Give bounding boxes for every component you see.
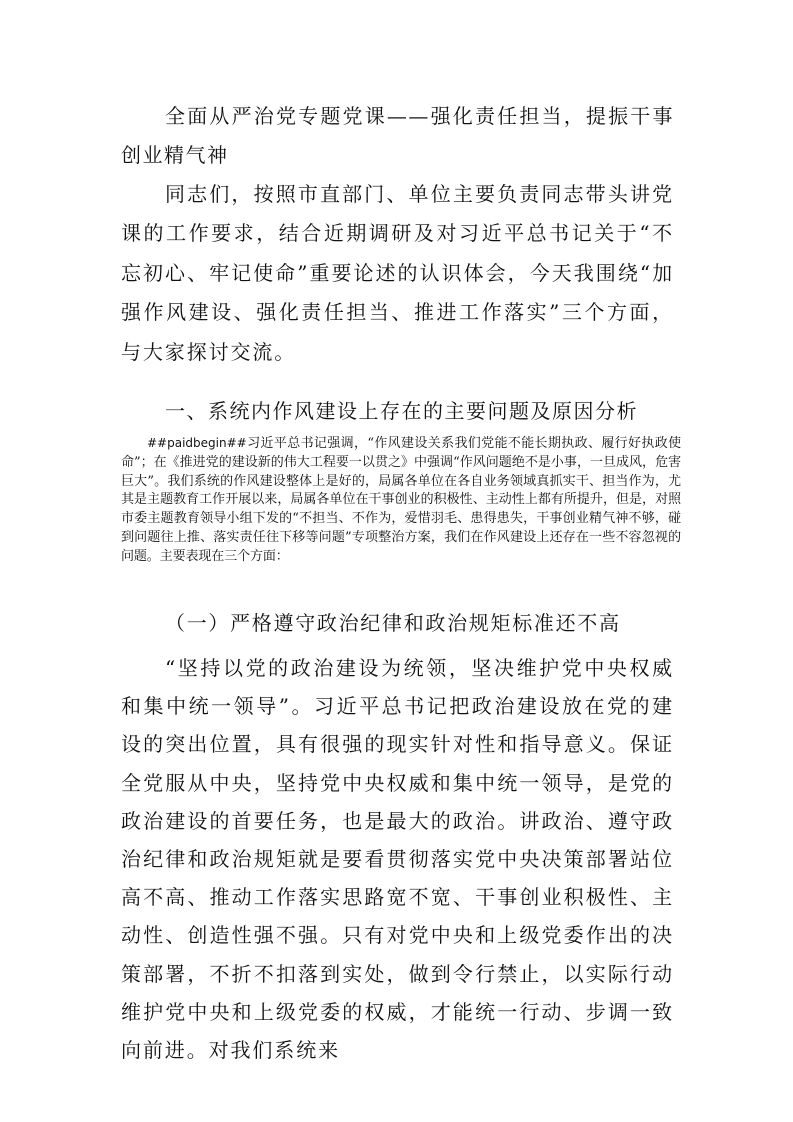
intro-paragraph: 同志们，按照市直部门、单位主要负责同志带头讲党课的工作要求，结合近期调研及对习近平总书记关于“不忘初心、牢记使命”重要论述的认识体会，今天我围绕“加强作风建设、强化责任担当、推进工作落实”三个方面，与大家探讨交流。	[121, 182, 674, 364]
subsection-heading: （一）严格遵守政治纪律和政治规矩标准还不高	[165, 611, 621, 635]
small-paragraph	[121, 434, 681, 567]
body-paragraph: “坚持以党的政治建设为统领，坚决维护党中央权威和集中统一领导”。习近平总书记把政治建设放在党的建设的突出位置，具有很强的现实针对性和指导意义。保证全党服从中央，坚持党中央权威和集中统一领导，是党的政治建设的首要任务，也是最大的政治。讲政治、遵守政治纪律和政治规矩就是要看贯彻落实党中央决策部署站位高不高、推动工作落实思路宽不宽、干事创业积极性、主动性、创造性强不强。只有对党中央和上级党委作出的决策部署，不折不扣落到实处，做到令行禁止，以实际行动维护党中央和上级党委的权威，才能统一行动、步调一致向前进。对我们系统来	[121, 656, 674, 1063]
paid-marker: ##paidbegin##	[147, 436, 247, 450]
small-paragraph-text: 习近平总书记强调，“作风建设关系我们党能不能长期执政、履行好执政使命”；在《推进党的建设新的伟大工程要一以贯之》中强调“作风问题绝不是小事，一旦成风，危害巨大”。我们系统的作风建设整体上是好的，局属各单位在各自业务领域真抓实干、担当作为，尤其是主题教育工作开展以来，局属各单位在干事创业的积极性、主动性上都有所提升，但是，对照市委主题教育领导小组下发的“不担当、不作为，爱惜羽毛、患得患失，干事创业精气神不够，碰到问题往上推、落实责任往下移等问题”专项整治方案，我们在作风建设上还存在一些不容忽视的问题。主要表现在三个方面：	[121, 436, 681, 564]
section-heading: 一、系统内作风建设上存在的主要问题及原因分析	[165, 399, 638, 423]
document-title: 全面从严治党专题党课——强化责任担当，提振干事创业精气神	[121, 104, 674, 168]
